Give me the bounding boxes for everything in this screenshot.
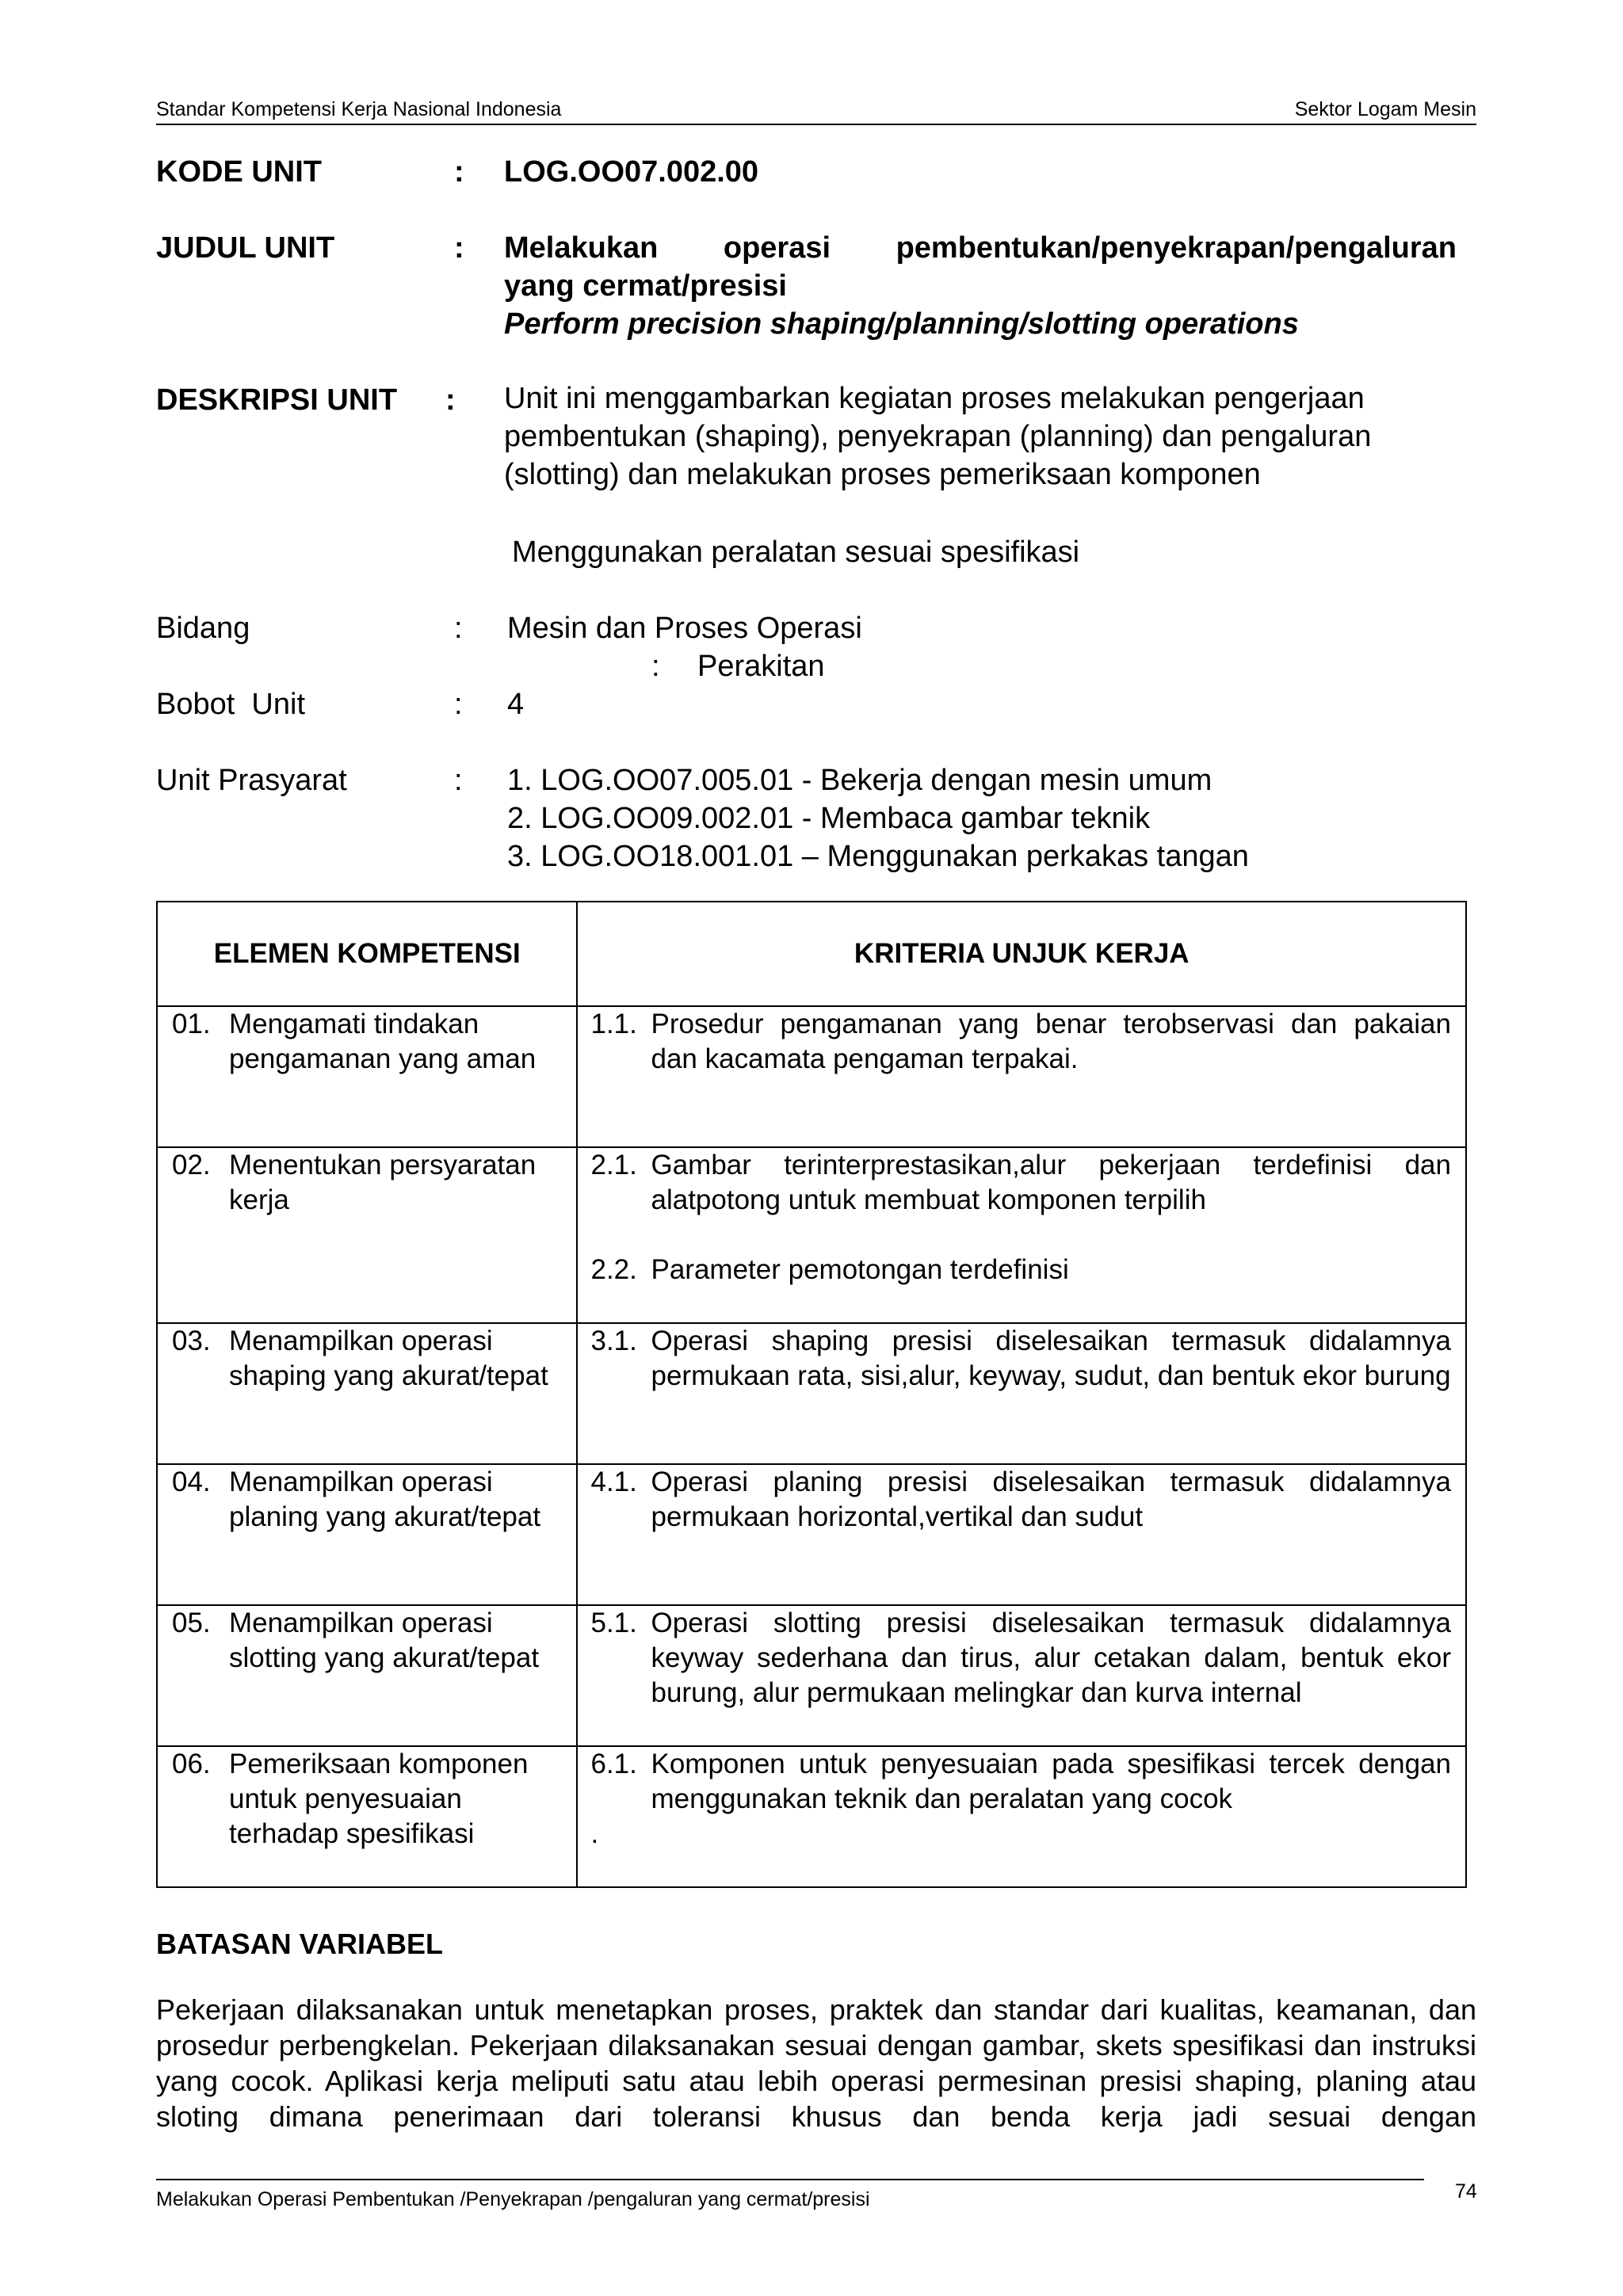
table-row: [157, 1746, 1466, 1887]
header-elemen-kompetensi: ELEMEN KOMPETENSI: [157, 902, 577, 1006]
footer-rule: [156, 2179, 1424, 2180]
table-row: [157, 1147, 1466, 1323]
element-number: 01.: [172, 1009, 211, 1039]
unit-prasyarat-label: Unit Prasyarat: [156, 764, 347, 797]
element-text: Mengamati tindakan pengamanan yang aman: [229, 1009, 537, 1074]
batasan-variabel-text: Pekerjaan dilaksanakan untuk menetapkan proses, praktek dan standar dari kualitas, keamanan, dan prosedur perbengkelan. Pekerjaan dilaksanakan sesuai dengan gambar, skets spesifikasi dan instruksi yang cocok. Aplikasi kerja meliputi satu atau lebih operasi permesinan presisi shaping, planing atau sloting dimana penerimaan dari toleransi khusus dan benda kerja jadi sesuai dengan: [156, 1993, 1476, 2133]
table-row: [157, 1605, 1466, 1746]
page-number: 74: [1455, 2180, 1477, 2203]
prasyarat-item: 2. LOG.OO09.002.01 - Membaca gambar teknik: [507, 802, 1151, 835]
table-row: [157, 1464, 1466, 1605]
element-text: Menentukan persyaratan kerja: [229, 1150, 537, 1215]
element-number: 06.: [172, 1749, 211, 1779]
table-row: [157, 1323, 1466, 1464]
bidang-sub-colon: :: [651, 650, 660, 683]
bidang-value: Mesin dan Proses Operasi: [507, 612, 862, 645]
criteria-number: 5.1.: [590, 1608, 637, 1638]
criteria-number: 2.1.: [590, 1150, 637, 1180]
criteria-number: 2.2.: [590, 1254, 637, 1285]
element-text: Pemeriksaan komponen untuk penyesuaian terhadap spesifikasi: [229, 1749, 529, 1849]
criteria-text: Gambar terinterprestasikan,alur pekerjaan terdefinisi dan alatpotong untuk membuat komponen terpilih: [651, 1150, 1451, 1215]
running-header-sector: Sektor Logam Mesin: [1294, 98, 1476, 120]
element-number: 05.: [172, 1608, 211, 1638]
batasan-variabel-title: BATASAN VARIABEL: [156, 1928, 443, 1960]
element-text: Menampilkan operasi shaping yang akurat/tepat: [229, 1325, 548, 1391]
criteria-number: 1.1.: [590, 1009, 637, 1039]
criteria-number: 6.1.: [590, 1749, 637, 1779]
deskripsi-unit-text: Unit ini menggambarkan kegiatan proses melakukan pengerjaan pembentukan (shaping), penyekrapan (planning) dan pengaluran (slotting) dan melakukan proses pemeriksaan komponen: [504, 382, 1372, 491]
header-rule: [156, 124, 1476, 125]
bobot-unit-label: Bobot Unit: [156, 688, 305, 721]
element-text: Menampilkan operasi slotting yang akurat/tepat: [229, 1608, 540, 1673]
criteria-text: Operasi slotting presisi diselesaikan termasuk didalamnya keyway sederhana dan tirus, alur cetakan dalam, bentuk ekor burung, alur permukaan melingkar dan kurva internal: [651, 1608, 1451, 1708]
deskripsi-unit-label: DESKRIPSI UNIT: [156, 383, 398, 417]
element-number: 02.: [172, 1150, 211, 1180]
prasyarat-item: 1. LOG.OO07.005.01 - Bekerja dengan mesin umum: [507, 764, 1212, 797]
criteria-number: 4.1.: [590, 1466, 637, 1497]
footer-title: Melakukan Operasi Pembentukan /Penyekrapan /pengaluran yang cermat/presisi: [156, 2188, 870, 2210]
criteria-text: Prosedur pengamanan yang benar terobservasi dan pakaian dan kacamata pengaman terpakai.: [651, 1009, 1451, 1074]
header-kriteria-unjuk-kerja: KRITERIA UNJUK KERJA: [577, 902, 1466, 1006]
judul-unit-colon: :: [454, 231, 464, 265]
bobot-unit-colon: :: [454, 688, 463, 721]
judul-unit-english: Perform precision shaping/planning/slotting operations: [504, 307, 1299, 341]
criteria-text: Komponen untuk penyesuaian pada spesifikasi tercek dengan menggunakan teknik dan peralatan yang cocok: [651, 1749, 1451, 1814]
table-header-row: [157, 902, 1466, 1006]
running-header-title: Standar Kompetensi Kerja Nasional Indonesia: [156, 98, 562, 120]
bidang-colon: :: [454, 612, 463, 645]
criteria-text: Parameter pemotongan terdefinisi: [651, 1254, 1069, 1285]
bobot-unit-value: 4: [507, 688, 525, 721]
deskripsi-unit-extra: Menggunakan peralatan sesuai spesifikasi: [512, 536, 1080, 569]
competency-table: [156, 901, 1467, 1888]
unit-prasyarat-colon: :: [454, 764, 463, 797]
element-number: 04.: [172, 1466, 211, 1497]
deskripsi-unit-colon: :: [445, 383, 456, 417]
bidang-sub-value: Perakitan: [697, 650, 825, 683]
kode-unit-colon: :: [454, 155, 464, 189]
prasyarat-item: 3. LOG.OO18.001.01 – Menggunakan perkakas tangan: [507, 840, 1249, 873]
bidang-label: Bidang: [156, 612, 250, 645]
judul-unit-label: JUDUL UNIT: [156, 231, 335, 265]
criteria-text: Operasi shaping presisi diselesaikan termasuk didalamnya permukaan rata, sisi,alur, keyway, sudut, dan bentuk ekor burung: [651, 1325, 1451, 1391]
judul-unit-line1: Melakukan operasi pembentukan/penyekrapan/pengaluran: [504, 231, 1457, 265]
criteria-number: 3.1.: [590, 1325, 637, 1356]
criteria-trailing-mark: .: [590, 1818, 599, 1849]
element-number: 03.: [172, 1325, 211, 1356]
kode-unit-label: KODE UNIT: [156, 155, 322, 189]
judul-unit-line2: yang cermat/presisi: [504, 269, 787, 303]
element-text: Menampilkan operasi planing yang akurat/tepat: [229, 1466, 541, 1532]
criteria-text: Operasi planing presisi diselesaikan termasuk didalamnya permukaan horizontal,vertikal dan sudut: [651, 1466, 1451, 1532]
kode-unit-value: LOG.OO07.002.00: [504, 155, 759, 189]
table-row: [157, 1006, 1466, 1147]
